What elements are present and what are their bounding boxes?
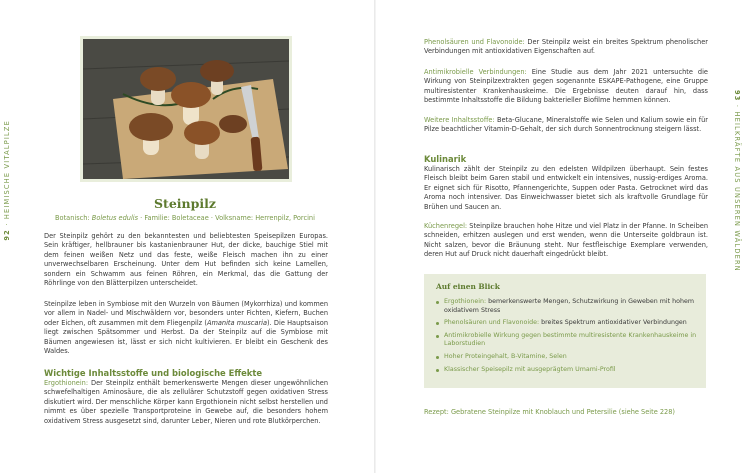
list-item-text: breites Spektrum antioxidativer Verbindungen [539, 319, 687, 327]
volksname-value: Herrenpilz, Porcini [255, 214, 315, 222]
list-item [436, 319, 698, 328]
antimicrobial-label: Antimikrobielle Verbindungen: [424, 68, 527, 76]
antimicrobial-paragraph [424, 68, 708, 106]
botanisch-value: Boletus edulis [91, 214, 139, 222]
habitat-text-b: ). Die Hauptsaison liegt zwischen Spätsommer und Herbst. Da der Steinpilz auf die Symbiose mit Bäumen angewiesen ist, lässt er sich nicht kultivieren. Er bleibt ein Geschenk des Waldes. [44, 318, 329, 356]
botanisch-label: Botanisch: [55, 214, 90, 222]
recipe-reference: Rezept: Gebratene Steinpilze mit Knoblauch und Petersilie (siehe Seite 228) [424, 408, 676, 416]
list-item-label: Klassischer Speisepilz mit ausgeprägtem Umami-Profil [444, 365, 616, 373]
right-running-head: 93 · HEILKRÄFTE AUS UNSEREN WÄLDERN [733, 90, 741, 272]
familie-label: · Familie: [140, 214, 170, 222]
list-item [436, 332, 698, 349]
section-heading-inhaltsstoffe: Wichtige Inhaltsstoffe und biologische Effekte [44, 368, 263, 378]
page-title: Steinpilz [154, 196, 216, 211]
kuechenregel-text: Steinpilze brauchen hohe Hitze und viel Platz in der Pfanne. In Scheiben schneiden, erhitzen auslegen und erst wenden, wenn die Unterseite goldbraun ist. Nicht salzen, bevor die Bräunung steht. Nur festfleischige Exemplare verwenden, deren Hut auf Druck nicht dauerhaft eingedrückt bleibt. [424, 222, 708, 259]
habitat-text-a: Steinpilze leben in Symbiose mit den Wurzeln von Bäumen (Mykorrhiza) und kommen vor allem in Nadel- und Mischwäldern vor, besonders unter Fichten, Kiefern, Buchen oder Eichen, oft zusammen mit dem Fliegenpilz ( [44, 300, 328, 327]
ergothionein-paragraph [44, 379, 328, 426]
mushroom-photo [80, 36, 292, 182]
left-running-head: 92 · HEIMISCHE VITALPILZE [3, 120, 11, 241]
kuechenregel-paragraph [424, 222, 708, 260]
list-item-text: bemerkenswerte Mengen, Schutzwirkung in Geweben mit hohem oxidativem Stress [444, 298, 694, 314]
summary-box-title: Auf einen Blick [436, 282, 500, 291]
weitere-text: Beta-Glucane, Mineralstoffe wie Selen und Kalium sowie ein für Pilze beachtlicher Vitamin-D-Gehalt, der sich durch Sonnentrocknung steigern lässt. [424, 116, 708, 134]
list-item [436, 298, 698, 315]
list-item-label: Hoher Proteingehalt, B-Vitamine, Selen [444, 352, 567, 360]
habitat-paragraph [44, 300, 328, 356]
weitere-label: Weitere Inhaltsstoffe: [424, 116, 495, 124]
list-item-label: Antimikrobielle Wirkung gegen bestimmte multiresistente Krankenhauskeime in Laborstudien [444, 331, 697, 348]
right-page-number: 93 [733, 90, 741, 102]
summary-list [436, 298, 698, 378]
ergothionein-text: Der Steinpilz enthält bemerkenswerte Mengen dieser ungewöhnlichen schwefelhaltigen Aminosäure, die als zellulärer Schutzstoff gegen oxidativen Stress diskutiert wird. Der menschliche Körper kann Ergothionein nicht selbst herstellen und nimmt es über spezielle Transportproteine in Gewebe auf, die besonders hohem oxidativem Stress ausgesetzt sind, darunter Leber, Nieren und rote Blutkörperchen. [44, 379, 328, 425]
list-item-label: Ergothionein: [444, 298, 487, 305]
section-heading-kulinarik: Kulinarik [424, 154, 467, 164]
phenol-label: Phenolsäuren und Flavonoide: [424, 38, 525, 46]
kuechenregel-label: Küchenregel: [424, 222, 468, 230]
kulinarik-paragraph: Kulinarisch zählt der Steinpilz zu den edelsten Wildpilzen überhaupt. Sein festes Fleisch bleibt beim Garen stabil und entwickelt ein intensives, nussig-erdiges Aroma. Er eignet sich für Risotto, Pfannengerichte, Suppen oder Pasta. Getrocknet wird das Aroma noch intensiver. Das Einweichwasser bietet sich als kraftvolle Grundlage für Brühen und Saucen an. [424, 165, 708, 211]
mushroom-illustration [83, 39, 289, 179]
habitat-italic: Amanita muscaria [206, 318, 268, 327]
familie-value: Boletaceae [171, 214, 209, 222]
volksname-label: · Volksname: [210, 214, 254, 222]
list-item-label: Phenolsäuren und Flavonoide: [444, 319, 540, 327]
list-item [436, 353, 698, 362]
antimicrobial-text: Eine Studie aus dem Jahr 2021 untersuchte die Wirkung von Steinpilzextrakten gegen sogenannte ESKAPE-Pathogene, eine Gruppe multiresistenter Krankenhauskeime. Die Ergebnisse deuten darauf hin, dass bestimmte Inhaltsstoffe die Bildung bakterieller Biofilme hemmen können. [424, 68, 708, 105]
botanical-info [40, 214, 330, 222]
summary-box [424, 274, 706, 388]
weitere-paragraph [424, 116, 708, 135]
book-gutter [374, 0, 376, 473]
left-running-title: HEIMISCHE VITALPILZE [3, 120, 11, 220]
list-item [436, 366, 698, 375]
intro-paragraph: Der Steinpilz gehört zu den bekanntesten und beliebtesten Speisepilzen Europas. Sein kräftiger, hellbrauner bis kastanienbrauner Hut, der dicke, bauchige Stiel mit dem feinen weißen Netz und das feste, weiße Fleisch machen ihn zu einer unverwechselbaren Erscheinung. Unter dem Hut befinden sich keine Lamellen, sondern ein Schwamm aus feinen Röhren, ein Merkmal, das die Gattung der Röhrlinge von den Blätterpilzen unterscheidet. [44, 232, 328, 288]
left-page-number: 92 [3, 229, 11, 241]
phenol-paragraph [424, 38, 708, 57]
phenol-text: Der Steinpilz weist ein breites Spektrum phenolischer Verbindungen mit antioxidativen Eigenschaften auf. [424, 38, 709, 56]
right-running-title: HEILKRÄFTE AUS UNSEREN WÄLDERN [733, 111, 741, 272]
ergothionein-label: Ergothionein: [44, 379, 89, 387]
